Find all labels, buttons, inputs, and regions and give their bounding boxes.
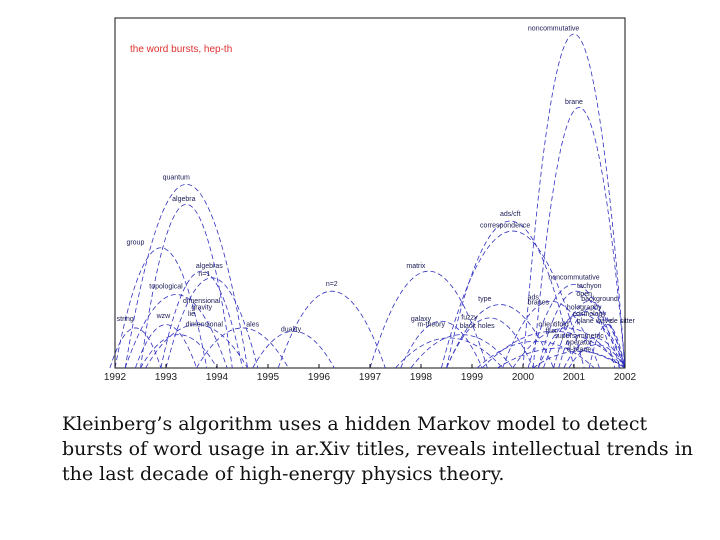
term-label: plane wave: [576, 317, 613, 325]
x-tick-label: 1996: [307, 372, 331, 383]
term-label: d-brane: [567, 346, 592, 354]
x-tick-label: 1995: [256, 372, 280, 383]
term-label: ads: [527, 294, 539, 302]
x-tick-label: 1998: [409, 372, 433, 383]
term-label: fuzzy: [461, 314, 478, 322]
term-label: ales: [246, 321, 260, 329]
term-label: dimensional: [183, 297, 221, 305]
term-label: holography: [566, 304, 602, 312]
term-label: group: [126, 239, 145, 247]
term-label: string: [116, 316, 134, 324]
term-label: noncommutative: [527, 25, 580, 33]
term-label: branes: [527, 299, 550, 307]
term-label: flux: [545, 327, 557, 335]
x-tick-label: 2002: [613, 372, 637, 383]
term-label: tachyon: [577, 282, 602, 290]
term-label: open: [576, 291, 592, 299]
x-tick-label: 1999: [460, 372, 484, 383]
term-label: n=2: [325, 281, 338, 289]
term-label: noncommutative: [548, 274, 600, 282]
term-label: matrix: [406, 262, 426, 270]
term-label: orientifold: [538, 321, 569, 329]
x-tick-label: 1992: [103, 372, 127, 383]
term-label: background: [581, 296, 618, 304]
term-label: supersymmetric: [554, 332, 604, 340]
term-label: type: [478, 296, 492, 304]
term-label: m-theory: [417, 321, 446, 329]
term-label: de sitter: [609, 317, 635, 325]
term-label: black holes: [459, 322, 495, 330]
term-label: lie: [187, 311, 196, 319]
x-tick-label: 2000: [511, 372, 535, 383]
term-label: n=1: [198, 271, 211, 279]
term-label: duality: [280, 326, 302, 334]
term-label: dimensional: [185, 321, 223, 329]
x-tick-label: 2001: [562, 372, 586, 383]
slide-caption: Kleinberg’s algorithm uses a hidden Markov model to detect bursts of word usage in ar.Xiv titles, reveals intellectual trends in the last decade of high-energy physics theory.: [62, 413, 694, 485]
term-label: gravity: [191, 304, 213, 312]
term-label: operator: [566, 339, 593, 347]
term-label: cosmology: [572, 311, 607, 319]
term-label: algebras: [195, 262, 223, 270]
term-label: topological: [149, 283, 183, 291]
term-label: correspondence: [480, 222, 531, 230]
term-label: algebra: [172, 196, 196, 203]
term-label: galaxy: [410, 316, 432, 324]
x-tick-label: 1997: [358, 372, 382, 383]
term-label: brane: [565, 99, 583, 107]
x-tick-label: 1994: [205, 372, 229, 383]
term-label: quantum: [162, 174, 190, 182]
legend-label: the word bursts, hep-th: [130, 44, 233, 55]
term-label: ads/cft: [499, 211, 521, 219]
term-label: wzw: [156, 312, 171, 320]
x-tick-label: 1993: [154, 372, 178, 383]
